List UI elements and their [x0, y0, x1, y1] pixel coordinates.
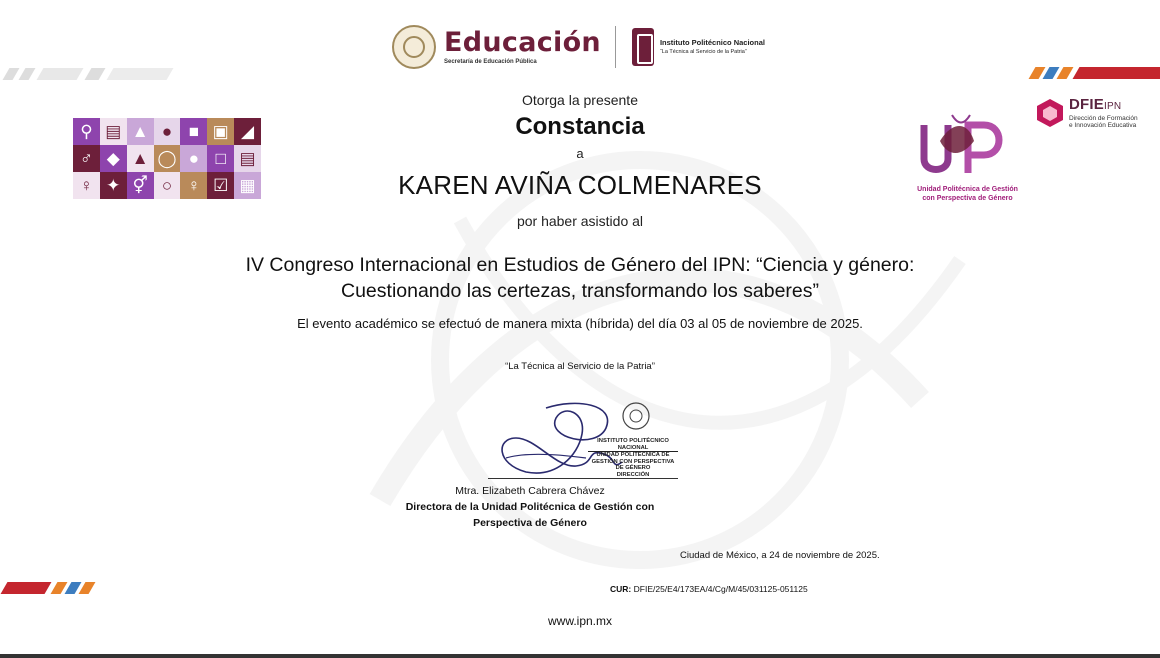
- ribbon-icon: ●: [180, 145, 207, 172]
- signer-role-line2: Perspectiva de Género: [473, 517, 587, 529]
- panel-icon: ▦: [234, 172, 261, 199]
- reason-text: por haber asistido al: [516, 213, 644, 229]
- upgpg-name-line2: con Perspectiva de Género: [922, 195, 1013, 202]
- header-logos: [392, 22, 765, 72]
- dfie-subtitle-line2: e Innovación Educativa: [1069, 122, 1137, 129]
- ipn-logo: [660, 38, 765, 56]
- magnifier-icon: ⚲: [73, 118, 100, 145]
- sparkle-icon: ✦: [100, 172, 127, 199]
- chat-icon: ■: [180, 118, 207, 145]
- sep-subtitle: Secretaría de Educación Pública: [444, 59, 537, 65]
- group-icon: ●: [154, 118, 181, 145]
- microscope-icon: ▲: [127, 145, 154, 172]
- ipn-emblem-icon: [632, 28, 654, 66]
- decorative-stripes-left: [0, 68, 180, 80]
- national-seal-icon: [392, 25, 436, 69]
- bottom-border: [0, 654, 1160, 658]
- upgpg-name-line1: Unidad Politécnica de Gestión: [917, 186, 1018, 193]
- decorative-stripes-bottom: [0, 582, 108, 594]
- stamp-line1: INSTITUTO POLITÉCNICO NACIONAL: [588, 438, 678, 452]
- diamond-icon: ◆: [100, 145, 127, 172]
- official-stamp: [588, 438, 678, 478]
- header-divider: [615, 26, 616, 68]
- chart-icon: ▤: [234, 145, 261, 172]
- event-modality: El evento académico se efectuó de manera mixta (híbrida) del día 03 al 05 de noviembre de 2025.: [297, 316, 863, 331]
- event-title-line1: IV Congreso Internacional en Estudios de Género del IPN: “Ciencia y género:: [245, 254, 915, 276]
- place-date: Ciudad de México, a 24 de noviembre de 2025.: [680, 550, 880, 561]
- clipboard-icon: □: [207, 145, 234, 172]
- signature-line: [488, 478, 678, 479]
- recipient-name: KAREN AVIÑA COLMENARES: [398, 170, 762, 200]
- gender-symbols-icon: ⚥: [127, 172, 154, 199]
- shape-icon: ◢: [234, 118, 261, 145]
- female-icon: ♀: [180, 172, 207, 199]
- signer-role-line1: Directora de la Unidad Politécnica de Gestión con: [405, 501, 655, 513]
- ipn-motto: “La Técnica al Servicio de la Patria”: [659, 49, 747, 55]
- sep-logo: [444, 28, 601, 66]
- ring-icon: ◯: [154, 145, 181, 172]
- motto-text: “La Técnica al Servicio de la Patria”: [505, 361, 655, 372]
- stamp-line4: DE GÉNERO: [615, 465, 651, 471]
- ipn-name: Instituto Politécnico Nacional: [659, 38, 765, 47]
- flask-icon: ▲: [127, 118, 154, 145]
- dfie-acronym: DFIE: [1069, 96, 1104, 113]
- dfie-ipn: IPN: [1103, 101, 1122, 112]
- cur-value: DFIE/25/E4/173EA/4/Cg/M/45/031125-051125: [633, 584, 808, 594]
- cur-code: [610, 584, 808, 594]
- certificate-title: Constancia: [515, 113, 645, 140]
- signer-name: Mtra. Elizabeth Cabrera Chávez: [455, 485, 605, 497]
- decorative-stripes-right: [1026, 67, 1160, 79]
- event-title-line2: Cuestionando las certezas, transformando los saberes”: [341, 280, 819, 302]
- intro-text: Otorga la presente: [522, 92, 638, 108]
- male-symbol-icon: ♂: [73, 145, 100, 172]
- to-text: a: [576, 146, 584, 161]
- website-link[interactable]: www.ipn.mx: [547, 614, 612, 628]
- checklist-icon: ☑: [207, 172, 234, 199]
- stamp-line3: GESTIÓN CON PERSPECTIVA: [591, 458, 675, 465]
- stamp-line2: UNIDAD POLITÉCNICA DE: [596, 452, 670, 458]
- hands-icon: ○: [154, 172, 181, 199]
- sep-title: Educación: [444, 27, 601, 58]
- cur-label: CUR:: [610, 584, 632, 594]
- book-icon: ▣: [207, 118, 234, 145]
- female-symbol-icon: ♀: [73, 172, 100, 199]
- dfie-subtitle-line1: Dirección de Formación: [1069, 115, 1138, 122]
- document-icon: ▤: [100, 118, 127, 145]
- stamp-line5: DIRECCIÓN: [616, 471, 650, 478]
